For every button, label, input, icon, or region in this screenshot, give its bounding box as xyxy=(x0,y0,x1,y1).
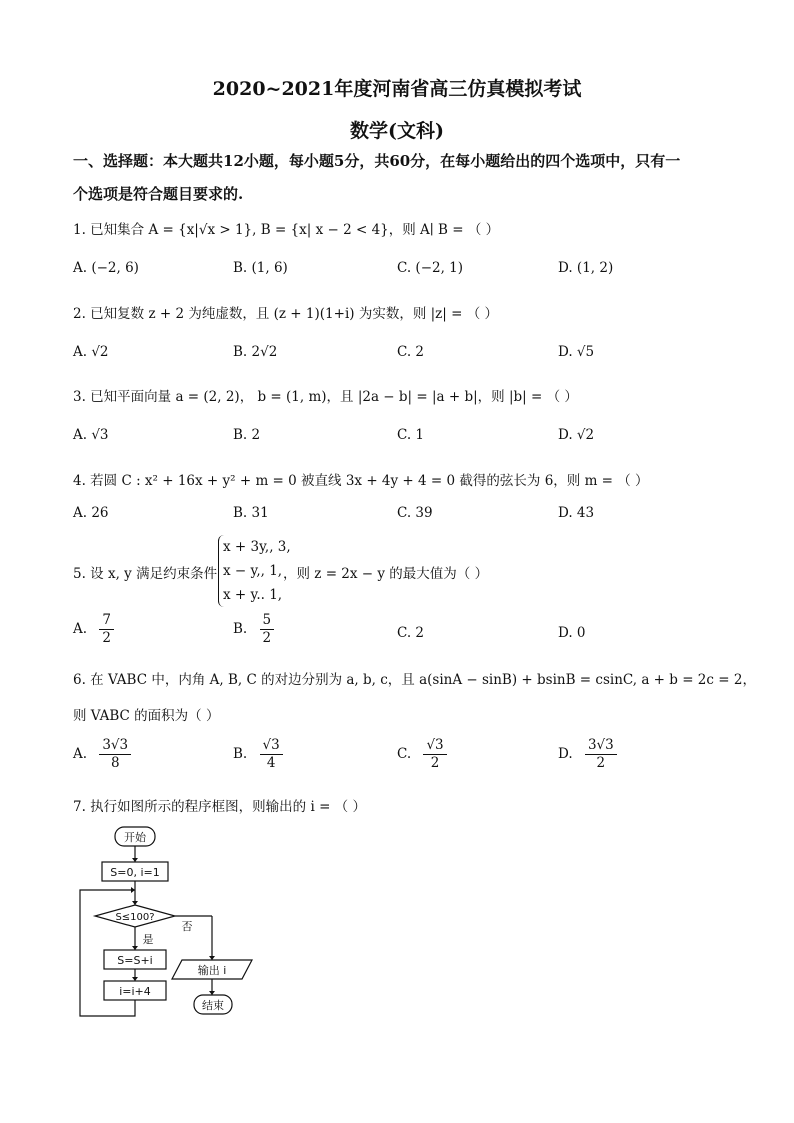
question-3-option-c: C. 1 xyxy=(397,427,425,443)
question-1-option-b: B. (1, 6) xyxy=(233,260,288,276)
question-7-stem: 7. 执行如图所示的程序框图，则输出的 i = （ ） xyxy=(73,799,366,815)
constraint-brace xyxy=(218,535,291,607)
fraction: $\frac{3√3}{2}$ xyxy=(585,737,617,772)
question-2-option-a: A. √2 xyxy=(73,344,109,360)
question-5-option-b: B. $\frac{5}{2}$ xyxy=(233,612,274,647)
flowchart-end-label: 结束 xyxy=(202,999,224,1012)
question-4-option-c: C. 39 xyxy=(397,505,433,521)
question-5-prefix: 5. 设 x, y 满足约束条件 xyxy=(73,566,218,582)
question-5-option-a: A. $\frac{7}{2}$ xyxy=(73,612,114,647)
question-1-option-c: C. (−2, 1) xyxy=(397,260,464,276)
fraction: $\frac{3√3}{8}$ xyxy=(99,737,131,772)
question-6-option-a: A. $\frac{3√3}{8}$ xyxy=(73,737,131,772)
flowchart-cond-label: S≤100? xyxy=(115,912,155,923)
question-4-option-a: A. 26 xyxy=(73,505,109,521)
page-title: 2020~2021年度河南省高三仿真模拟考试 xyxy=(212,78,582,100)
question-3-option-d: D. √2 xyxy=(558,427,595,443)
question-1-stem: 1. 已知集合 A = {x|√x > 1}, B = {x| x − 2 < 4}，则 A∣ B = （ ） xyxy=(73,222,500,238)
fraction: $\frac{√3}{2}$ xyxy=(423,737,446,772)
flowchart-yes-label: 是 xyxy=(142,933,154,946)
question-4-option-d: D. 43 xyxy=(558,505,595,521)
question-6-option-b: B. $\frac{√3}{4}$ xyxy=(233,737,283,772)
flowchart-diagram xyxy=(70,820,270,1025)
question-4-stem: 4. 若圆 C : x² + 16x + y² + m = 0 被直线 3x + 4y + 4 = 0 截得的弦长为 6，则 m = （ ） xyxy=(73,473,649,489)
question-5-constraints xyxy=(218,535,291,607)
flowchart-init-label: S=0, i=1 xyxy=(110,866,160,879)
flowchart-no-label: 否 xyxy=(181,920,193,933)
flowchart-start-label: 开始 xyxy=(124,831,146,844)
flowchart-step1-label: S=S+i xyxy=(117,954,153,967)
fraction: $\frac{√3}{4}$ xyxy=(260,737,283,772)
fraction: $\frac{7}{2}$ xyxy=(99,612,114,647)
page-subtitle: 数学(文科) xyxy=(350,120,444,142)
question-3-option-b: B. 2 xyxy=(233,427,261,443)
question-2-option-b: B. 2√2 xyxy=(233,344,278,360)
question-6-stem-2: 则 VABC 的面积为（ ） xyxy=(73,708,220,724)
constraint-1: x + 3y,, 3, xyxy=(223,539,291,555)
question-2-stem: 2. 已知复数 z + 2 为纯虚数，且 (z + 1)(1+i) 为实数，则 |z| = （ ） xyxy=(73,306,498,322)
question-3-stem: 3. 已知平面向量 a = (2, 2)， b = (1, m)，且 |2a − b| = |a + b|，则 |b| = （ ） xyxy=(73,389,578,405)
question-2-option-d: D. √5 xyxy=(558,344,595,360)
fraction: $\frac{5}{2}$ xyxy=(260,612,275,647)
flowchart-step2-label: i=i+4 xyxy=(119,985,151,998)
question-1-option-d: D. (1, 2) xyxy=(558,260,614,276)
question-6-option-c: C. $\frac{√3}{2}$ xyxy=(397,737,447,772)
question-5-option-d: D. 0 xyxy=(558,625,586,641)
question-5-option-c: C. 2 xyxy=(397,625,425,641)
question-5-suffix: ，则 z = 2x − y 的最大值为（ ） xyxy=(283,566,489,582)
question-6-option-d: D. $\frac{3√3}{2}$ xyxy=(558,737,617,772)
constraint-2: x − y,, 1, xyxy=(223,563,283,579)
section-heading-line1: 一、选择题：本大题共12小题，每小题5分，共60分，在每小题给出的四个选项中，只有一 xyxy=(73,152,681,170)
question-3-option-a: A. √3 xyxy=(73,427,109,443)
question-6-stem: 6. 在 VABC 中，内角 A, B, C 的对边分别为 a, b, c，且 a(sinA − sinB) + bsinB = csinC, a + b = 2c = 2， xyxy=(73,672,756,688)
section-heading-line2: 个选项是符合题目要求的. xyxy=(73,185,244,203)
question-1-option-a: A. (−2, 6) xyxy=(73,260,139,276)
question-2-option-c: C. 2 xyxy=(397,344,425,360)
constraint-3: x + y.. 1, xyxy=(223,587,283,603)
question-4-option-b: B. 31 xyxy=(233,505,269,521)
flowchart-output-label: 输出 i xyxy=(197,964,227,977)
